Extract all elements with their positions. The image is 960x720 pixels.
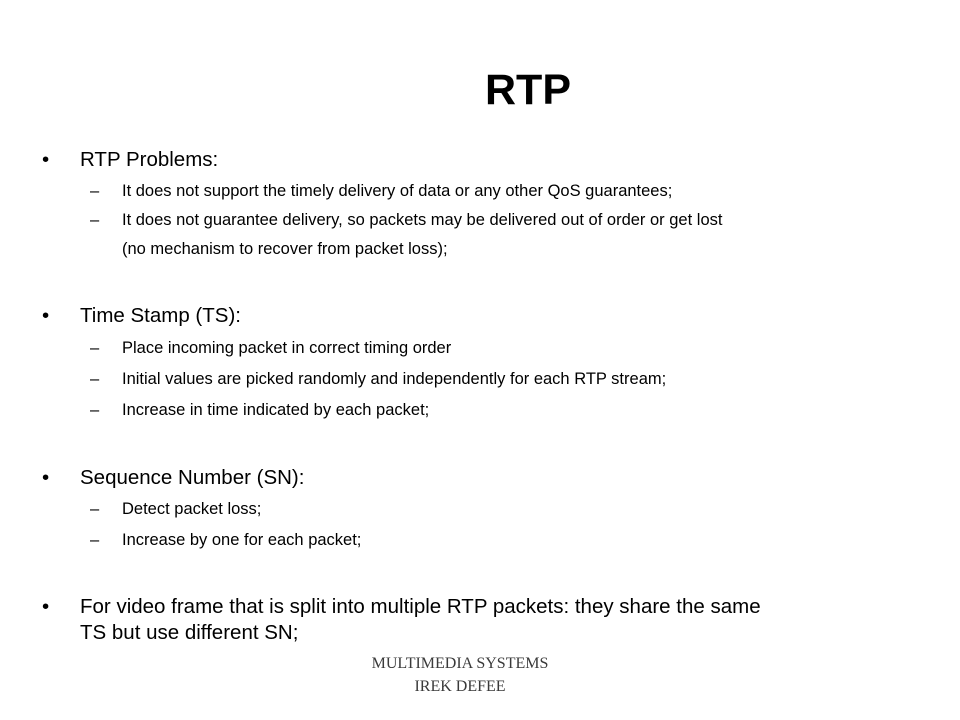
- sub-bullet-text: It does not guarantee delivery, so packets may be delivered out of order or get lost: [122, 211, 723, 229]
- dash-icon: –: [90, 211, 100, 229]
- sub-bullet-text: (no mechanism to recover from packet loss);: [122, 240, 448, 258]
- bullet-icon: •: [42, 148, 50, 171]
- bullet-heading: Sequence Number (SN):: [80, 466, 305, 489]
- dash-icon: –: [90, 500, 100, 518]
- sub-bullet-text: Increase by one for each packet;: [122, 531, 362, 549]
- slide-footer: [340, 652, 580, 698]
- sub-bullet-text: Place incoming packet in correct timing order: [122, 339, 452, 357]
- bullet-heading: TS but use different SN;: [80, 621, 299, 644]
- dash-icon: –: [90, 182, 100, 200]
- sub-bullet-text: Increase in time indicated by each packet;: [122, 401, 430, 419]
- dash-icon: –: [90, 531, 100, 549]
- dash-icon: –: [90, 370, 100, 388]
- sub-bullet-text: Detect packet loss;: [122, 500, 262, 518]
- slide-title: RTP: [485, 66, 571, 114]
- dash-icon: –: [90, 401, 100, 419]
- dash-icon: –: [90, 339, 100, 357]
- bullet-icon: •: [42, 304, 50, 327]
- footer-author: IREK DEFEE: [414, 678, 506, 695]
- bullet-icon: •: [42, 595, 50, 618]
- bullet-heading: Time Stamp (TS):: [80, 304, 241, 327]
- sub-bullet-text: It does not support the timely delivery of data or any other QoS guarantees;: [122, 182, 673, 200]
- bullet-heading: For video frame that is split into multiple RTP packets: they share the same: [80, 595, 761, 618]
- bullet-heading: RTP Problems:: [80, 148, 219, 171]
- footer-course: MULTIMEDIA SYSTEMS: [371, 655, 549, 672]
- bullet-icon: •: [42, 466, 50, 489]
- sub-bullet-text: Initial values are picked randomly and independently for each RTP stream;: [122, 370, 667, 388]
